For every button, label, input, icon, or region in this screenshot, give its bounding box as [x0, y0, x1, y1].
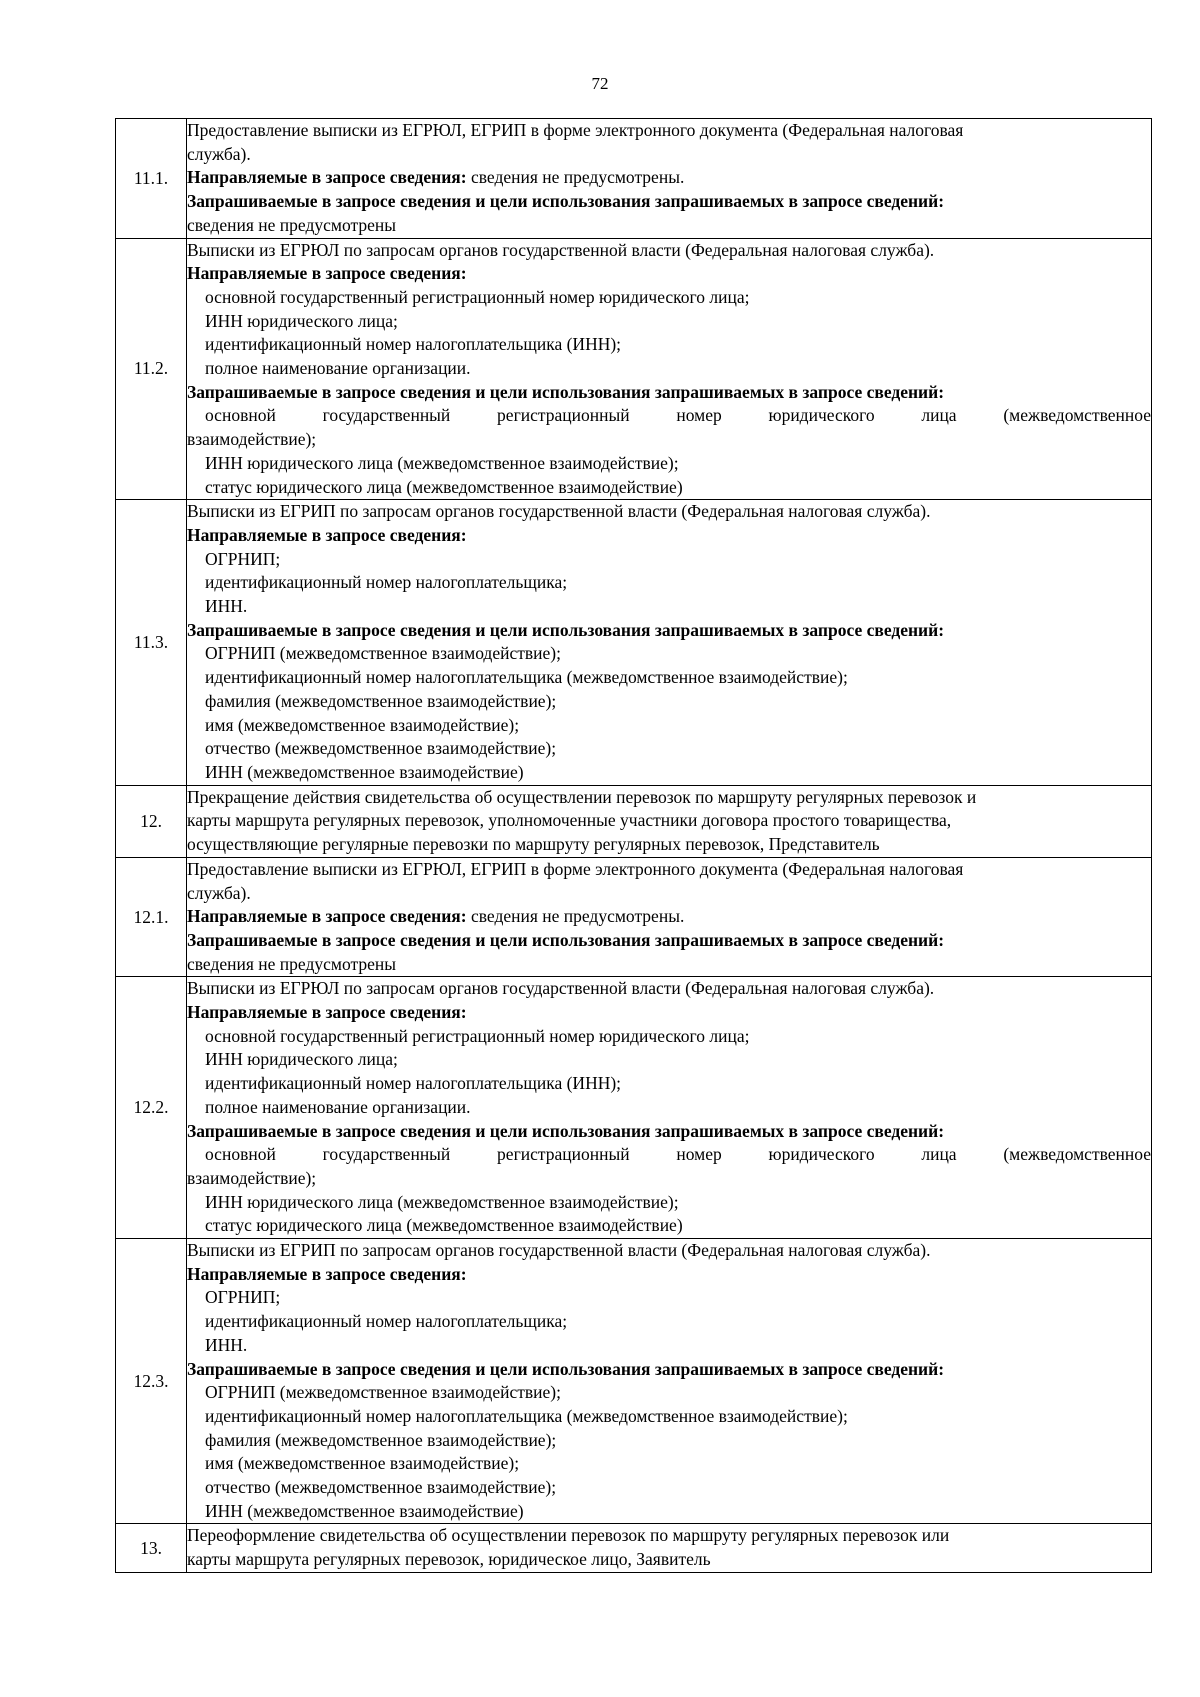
line-text: служба).	[187, 882, 251, 903]
line-text: идентификационный номер налогоплательщика;	[205, 572, 568, 593]
text-line	[187, 548, 1151, 572]
section-heading: Направляемые в запросе сведения:	[187, 1002, 467, 1023]
table-row	[116, 119, 1152, 239]
line-text: сведения не предусмотрены.	[466, 167, 685, 188]
line-text: основной государственный регистрационный номер юридического лица;	[205, 286, 750, 307]
row-number: 11.1.	[116, 119, 187, 239]
line-text: ИНН.	[205, 596, 248, 617]
line-text: полное наименование организации.	[205, 358, 471, 379]
text-line	[187, 1191, 1151, 1215]
text-line	[187, 905, 1151, 929]
text-line	[187, 977, 1151, 1001]
text-line	[187, 143, 1151, 167]
table-row	[116, 1239, 1152, 1524]
line-text: имя (межведомственное взаимодействие);	[205, 714, 520, 735]
line-text: Выписки из ЕГРИП по запросам органов государственной власти (Федеральная налоговая служба).	[187, 1240, 931, 1261]
line-text: Выписки из ЕГРИП по запросам органов государственной власти (Федеральная налоговая служба).	[187, 501, 931, 522]
document-table-body	[116, 119, 1152, 1573]
row-number: 12.3.	[116, 1239, 187, 1524]
text-line	[187, 428, 1151, 452]
line-text: имя (межведомственное взаимодействие);	[205, 1453, 520, 1474]
text-line	[187, 666, 1151, 690]
text-line	[187, 1048, 1151, 1072]
page-number: 72	[591, 74, 609, 93]
table-row	[116, 238, 1152, 500]
line-text: ИНН юридического лица (межведомственное взаимодействие);	[205, 452, 679, 473]
text-line	[187, 1286, 1151, 1310]
table-row	[116, 977, 1152, 1239]
section-heading: Запрашиваемые в запросе сведения и цели использования запрашиваемых в запросе сведений:	[187, 619, 945, 640]
row-content	[187, 1524, 1152, 1572]
text-line	[187, 333, 1151, 357]
line-text: статус юридического лица (межведомственное взаимодействие)	[205, 476, 683, 497]
text-line	[187, 1358, 1151, 1382]
row-content	[187, 238, 1152, 500]
text-line	[187, 1263, 1151, 1287]
table-row	[116, 857, 1152, 977]
text-line	[187, 1476, 1151, 1500]
line-text: служба).	[187, 143, 251, 164]
row-content	[187, 977, 1152, 1239]
line-text: ИНН юридического лица (межведомственное взаимодействие);	[205, 1191, 679, 1212]
text-line	[187, 1381, 1151, 1405]
text-line	[187, 500, 1151, 524]
text-line	[187, 1167, 1151, 1191]
text-line	[187, 690, 1151, 714]
line-text: идентификационный номер налогоплательщика;	[205, 1311, 568, 1332]
line-text: сведения не предусмотрены	[187, 214, 396, 235]
section-heading: Запрашиваемые в запросе сведения и цели использования запрашиваемых в запросе сведений:	[187, 929, 945, 950]
text-line	[187, 1334, 1151, 1358]
line-text: Выписки из ЕГРЮЛ по запросам органов государственной власти (Федеральная налоговая служба).	[187, 978, 935, 999]
table-row	[116, 785, 1152, 857]
text-line	[187, 286, 1151, 310]
line-text: карты маршрута регулярных перевозок, уполномоченные участники договора простого товарищества,	[187, 810, 952, 831]
text-line	[187, 1072, 1151, 1096]
text-line	[187, 953, 1151, 977]
text-line	[187, 1452, 1151, 1476]
text-line	[187, 619, 1151, 643]
line-text: ОГРНИП;	[205, 548, 281, 569]
text-line	[187, 476, 1151, 500]
line-text: полное наименование организации.	[205, 1096, 471, 1117]
section-heading: Направляемые в запросе сведения:	[187, 167, 467, 188]
text-line	[187, 1548, 1151, 1572]
text-line	[187, 571, 1151, 595]
row-number: 13.	[116, 1524, 187, 1572]
section-heading: Запрашиваемые в запросе сведения и цели использования запрашиваемых в запросе сведений:	[187, 1120, 945, 1141]
row-number: 12.2.	[116, 977, 187, 1239]
line-text: идентификационный номер налогоплательщика (ИНН);	[205, 334, 622, 355]
section-heading: Запрашиваемые в запросе сведения и цели использования запрашиваемых в запросе сведений:	[187, 1358, 945, 1379]
line-text: Прекращение действия свидетельства об осуществлении перевозок по маршруту регулярных перевозок и	[187, 786, 977, 807]
section-heading: Направляемые в запросе сведения:	[187, 906, 467, 927]
line-text: ИНН юридического лица;	[205, 310, 398, 331]
line-text: идентификационный номер налогоплательщика (ИНН);	[205, 1073, 622, 1094]
text-line	[187, 310, 1151, 334]
text-line	[187, 1025, 1151, 1049]
section-heading: Направляемые в запросе сведения:	[187, 263, 467, 284]
line-text: отчество (межведомственное взаимодействие);	[205, 1477, 557, 1498]
line-text: карты маршрута регулярных перевозок, юридическое лицо, Заявитель	[187, 1549, 711, 1570]
text-line	[187, 761, 1151, 785]
text-line	[187, 786, 1151, 810]
line-text: фамилия (межведомственное взаимодействие);	[205, 1429, 557, 1450]
text-line	[187, 595, 1151, 619]
text-line	[187, 882, 1151, 906]
text-line	[187, 1143, 1151, 1167]
section-heading: Направляемые в запросе сведения:	[187, 524, 467, 545]
text-line	[187, 262, 1151, 286]
line-text: ОГРНИП (межведомственное взаимодействие);	[205, 643, 561, 664]
line-text: основной государственный регистрационный номер юридического лица;	[205, 1025, 750, 1046]
text-line	[187, 737, 1151, 761]
line-text: ОГРНИП;	[205, 1287, 281, 1308]
text-line	[187, 381, 1151, 405]
text-line	[187, 214, 1151, 238]
text-line	[187, 357, 1151, 381]
text-line	[187, 452, 1151, 476]
text-line	[187, 1524, 1151, 1548]
line-text: ИНН.	[205, 1334, 248, 1355]
text-line	[187, 809, 1151, 833]
line-text: фамилия (межведомственное взаимодействие);	[205, 690, 557, 711]
line-text: ОГРНИП (межведомственное взаимодействие);	[205, 1382, 561, 1403]
row-content	[187, 1239, 1152, 1524]
line-text: Предоставление выписки из ЕГРЮЛ, ЕГРИП в форме электронного документа (Федеральная налоговая	[187, 858, 964, 879]
text-line	[187, 404, 1151, 428]
row-number: 11.3.	[116, 500, 187, 785]
line-text: осуществляющие регулярные перевозки по маршруту регулярных перевозок, Представитель	[187, 834, 880, 855]
table-row	[116, 500, 1152, 785]
table-row	[116, 1524, 1152, 1572]
text-line	[187, 714, 1151, 738]
line-text: идентификационный номер налогоплательщика (межведомственное взаимодействие);	[205, 667, 848, 688]
text-line	[187, 1310, 1151, 1334]
row-number: 12.1.	[116, 857, 187, 977]
row-content	[187, 857, 1152, 977]
text-line	[187, 642, 1151, 666]
row-number: 11.2.	[116, 238, 187, 500]
text-line	[187, 1001, 1151, 1025]
section-heading: Запрашиваемые в запросе сведения и цели использования запрашиваемых в запросе сведений:	[187, 191, 945, 212]
line-text: основной государственный регистрационный номер юридического лица (межведомственное	[205, 1144, 1151, 1165]
section-heading: Направляемые в запросе сведения:	[187, 1263, 467, 1284]
text-line	[187, 166, 1151, 190]
line-text: Выписки из ЕГРЮЛ по запросам органов государственной власти (Федеральная налоговая служба).	[187, 239, 935, 260]
section-heading: Запрашиваемые в запросе сведения и цели использования запрашиваемых в запросе сведений:	[187, 381, 945, 402]
text-line	[187, 1214, 1151, 1238]
row-content	[187, 500, 1152, 785]
text-line	[187, 190, 1151, 214]
text-line	[187, 1500, 1151, 1524]
row-content	[187, 119, 1152, 239]
text-line	[187, 1120, 1151, 1144]
line-text: сведения не предусмотрены.	[466, 906, 685, 927]
text-line	[187, 929, 1151, 953]
text-line	[187, 1429, 1151, 1453]
row-content	[187, 785, 1152, 857]
line-text: отчество (межведомственное взаимодействие);	[205, 738, 557, 759]
row-number: 12.	[116, 785, 187, 857]
text-line	[187, 833, 1151, 857]
text-line	[187, 1405, 1151, 1429]
line-text: Предоставление выписки из ЕГРЮЛ, ЕГРИП в форме электронного документа (Федеральная налоговая	[187, 120, 964, 140]
line-text: взаимодействие);	[187, 1167, 317, 1188]
line-text: основной государственный регистрационный номер юридического лица (межведомственное	[205, 405, 1151, 426]
line-text: Переоформление свидетельства об осуществлении перевозок по маршруту регулярных перевозок или	[187, 1525, 950, 1546]
text-line	[187, 524, 1151, 548]
line-text: идентификационный номер налогоплательщика (межведомственное взаимодействие);	[205, 1405, 848, 1426]
text-line	[187, 239, 1151, 263]
line-text: ИНН юридического лица;	[205, 1049, 398, 1070]
line-text: статус юридического лица (межведомственное взаимодействие)	[205, 1215, 683, 1236]
line-text: взаимодействие);	[187, 429, 317, 450]
line-text: ИНН (межведомственное взаимодействие)	[205, 761, 524, 782]
text-line	[187, 1096, 1151, 1120]
text-line	[187, 1239, 1151, 1263]
document-table	[115, 118, 1152, 1573]
text-line	[187, 858, 1151, 882]
line-text: сведения не предусмотрены	[187, 953, 396, 974]
line-text: ИНН (межведомственное взаимодействие)	[205, 1500, 524, 1521]
text-line	[187, 119, 1151, 143]
